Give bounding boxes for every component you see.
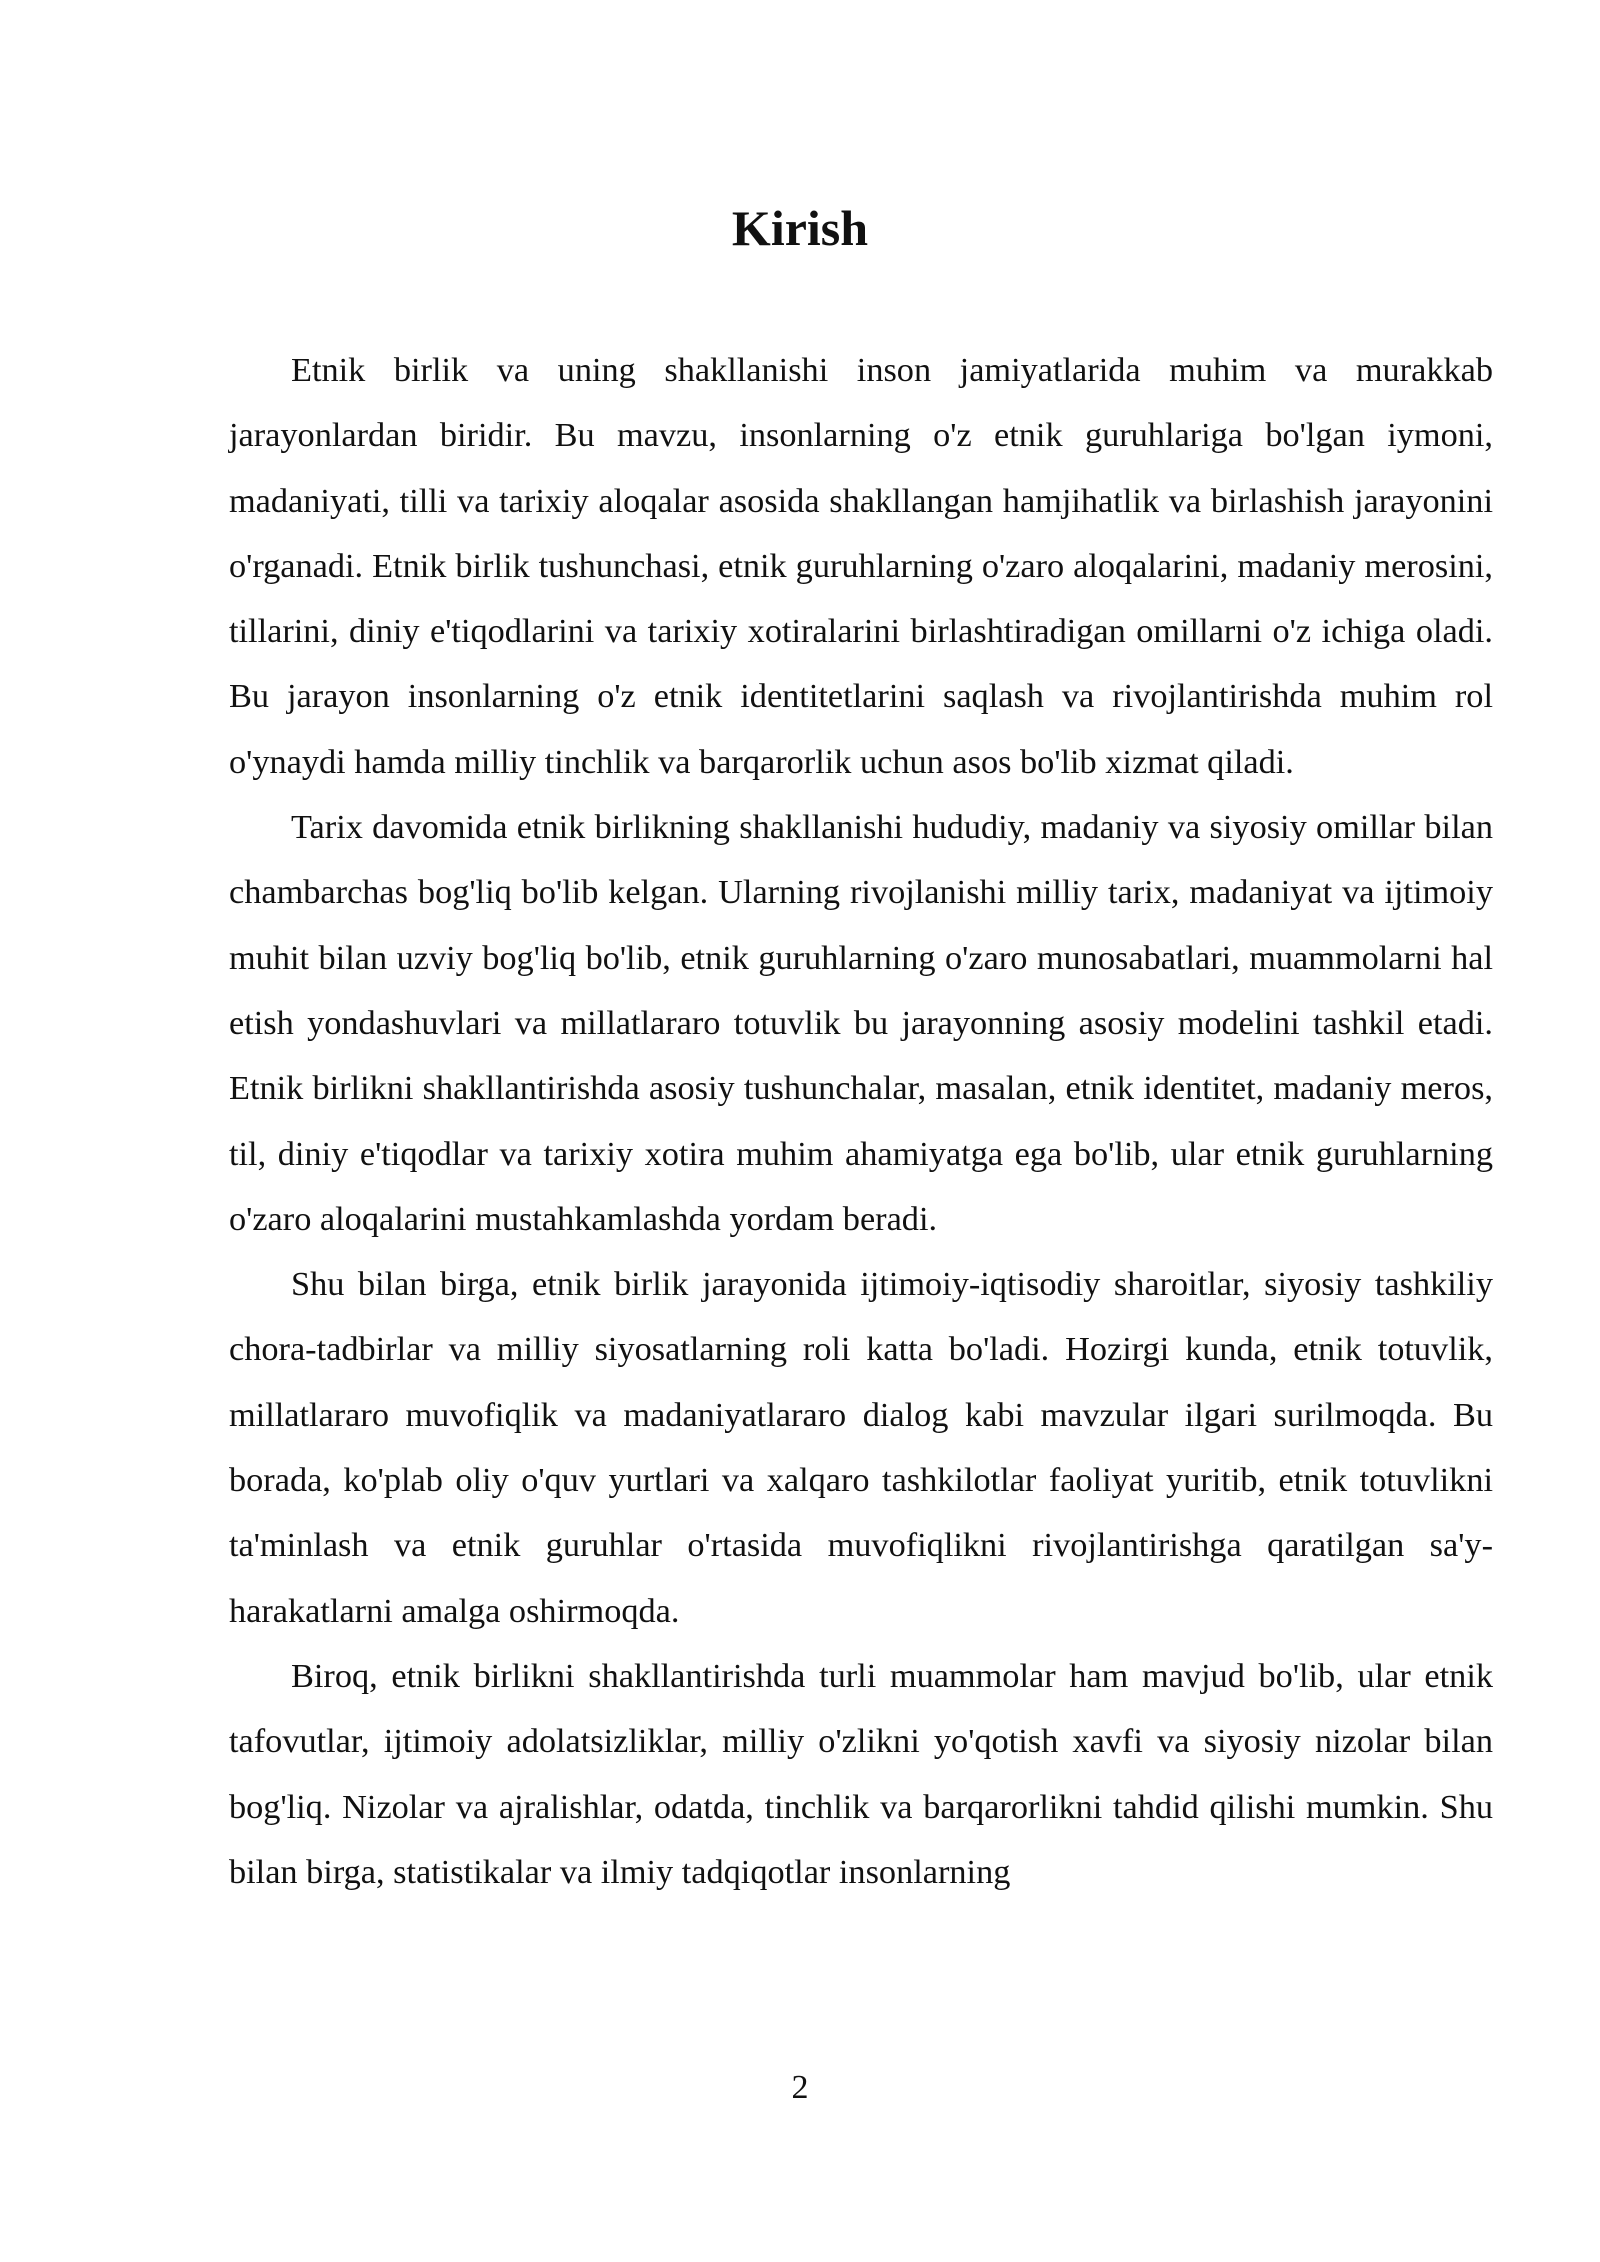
paragraph-4: Biroq, etnik birlikni shakllantirishda turli muammolar ham mavjud bo'lib, ular etnik tafovutlar, ijtimoiy adolatsizliklar, milliy o'zlikni yo'qotish xavfi va siyosiy nizolar bilan bog'liq. Nizolar va ajralishlar, odatda, tinchlik va barqarorlikni tahdid qilishi mumkin. Shu bilan birga, statistikalar va ilmiy tadqiqotlar insonlarning — [229, 1656, 1493, 1891]
paragraph-3: Shu bilan birga, etnik birlik jarayonida ijtimoiy-iqtisodiy sharoitlar, siyosiy tashkiliy chora-tadbirlar va milliy siyosatlarning roli katta bo'ladi. Hozirgi kunda, etnik totuvlik, millatlararo muvofiqlik va madaniyatlararo dialog kabi mavzular ilgari surilmoqda. Bu borada, ko'plab oliy o'quv yurtlari va xalqaro tashkilotlar faoliyat yuritib, etnik totuvlikni ta'minlash va etnik guruhlar o'rtasida muvofiqlikni rivojlantirishga qaratilgan sa'y-harakatlarni amalga oshirmoqda. — [229, 1265, 1493, 1630]
paragraph-2: Tarix davomida etnik birlikning shakllanishi hududiy, madaniy va siyosiy omillar bilan chambarchas bog'liq bo'lib kelgan. Ularning rivojlanishi milliy tarix, madaniyat va ijtimoiy muhit bilan uzviy bog'liq bo'lib, etnik guruhlarning o'zaro munosabatlari, muammolarni hal etish yondashuvlari va millatlararo totuvlik bu jarayonning asosiy modelini tashkil etadi. Etnik birlikni shakllantirishda asosiy tushunchalar, masalan, etnik identitet, madaniy meros, til, diniy e'tiqodlar va tarixiy xotira muhim ahamiyatga ega bo'lib, ular etnik guruhlarning o'zaro aloqalarini mustahkamlashda yordam beradi. — [229, 808, 1493, 1238]
body-text — [229, 338, 1493, 1905]
paragraph-1: Etnik birlik va uning shakllanishi inson jamiyatlarida muhim va murakkab jarayonlardan biridir. Bu mavzu, insonlarning o'z etnik guruhlariga bo'lgan iymoni, madaniyati, tilli va tarixiy aloqalar asosida shakllangan hamjihatlik va birlashish jarayonini o'rganadi. Etnik birlik tushunchasi, etnik guruhlarning o'zaro aloqalarini, madaniy merosini, tillarini, diniy e'tiqodlarini va tarixiy xotiralarini birlashtiradigan omillarni o'z ichiga oladi. Bu jarayon insonlarning o'z etnik identitetlarini saqlash va rivojlantirishda muhim rol o'ynaydi hamda milliy tinchlik va barqarorlik uchun asos bo'lib xizmat qiladi. — [229, 351, 1493, 781]
page-number: 2 — [791, 2069, 809, 2106]
page-title: Kirish — [731, 200, 869, 256]
